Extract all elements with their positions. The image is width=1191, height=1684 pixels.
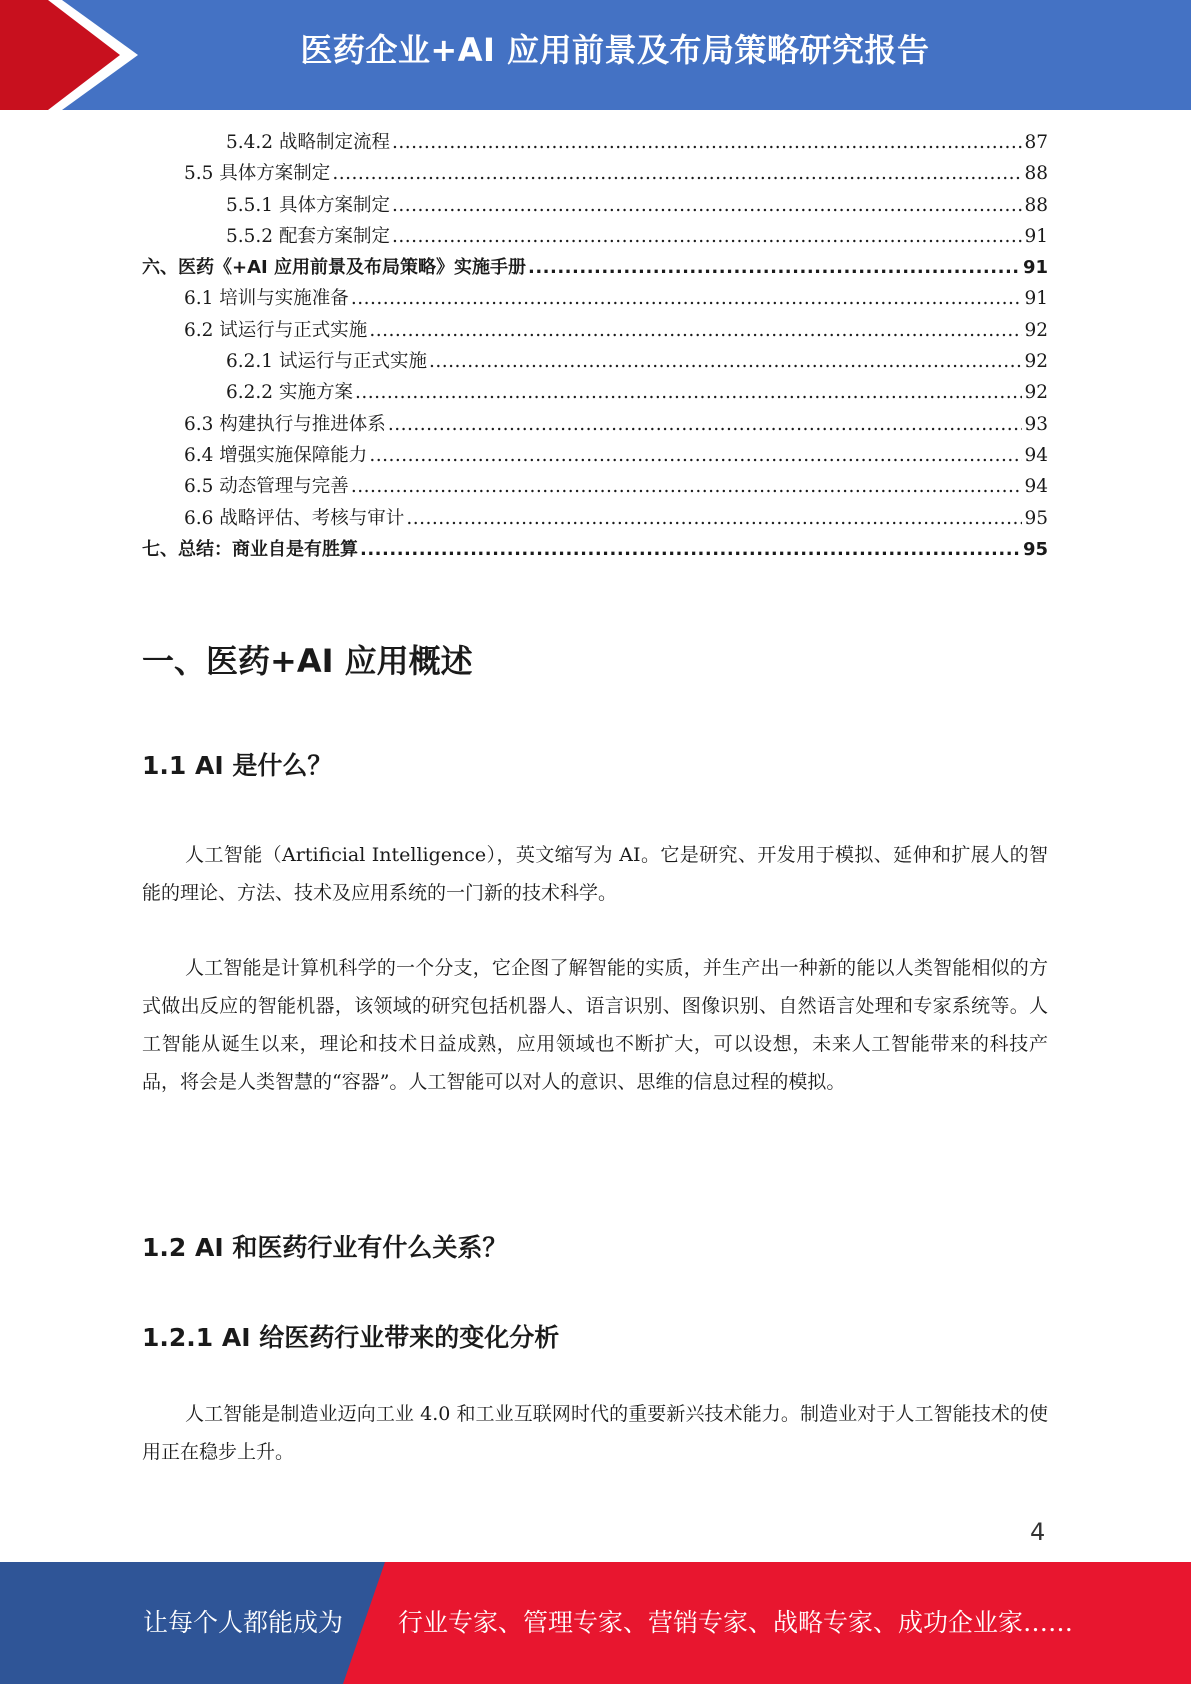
toc-entry-page: 92 <box>1024 382 1048 404</box>
toc-entry[interactable] <box>142 378 1048 409</box>
toc-entry[interactable] <box>142 253 1048 284</box>
paragraph-ai-branch: 人工智能是计算机科学的一个分支，它企图了解智能的实质，并生产出一种新的能以人类智能相似的方式做出反应的智能机器，该领域的研究包括机器人、语言识别、图像识别、自然语言处理和专家系统等。人工智能从诞生以来，理论和技术日益成熟，应用领域也不断扩大，可以设想，未来人工智能带来的科技产品，将会是人类智慧的“容器”。人工智能可以对人的意识、思维的信息过程的模拟。 <box>142 957 1048 1093</box>
toc-entry[interactable] <box>142 128 1048 159</box>
report-title: 医药企业+AI 应用前景及布局策略研究报告 <box>300 31 930 69</box>
toc-entry[interactable] <box>142 284 1048 315</box>
section-heading-1-2-1: 1.2.1 AI 给医药行业带来的变化分析 <box>142 1323 560 1352</box>
toc-entry-page: 88 <box>1024 194 1048 216</box>
toc-leader-dots <box>392 132 1022 153</box>
toc-entry[interactable] <box>142 316 1048 347</box>
toc-entry-label: 七、总结：商业自是有胜算 <box>142 538 358 560</box>
toc-entry-page: 93 <box>1024 413 1048 435</box>
toc-entry[interactable] <box>142 222 1048 253</box>
toc-entry[interactable] <box>142 159 1048 190</box>
toc-entry-page: 91 <box>1024 225 1048 247</box>
toc-entry-page: 88 <box>1024 163 1048 185</box>
page-header <box>0 0 1191 110</box>
toc-leader-dots <box>406 508 1022 529</box>
toc-entry-label: 6.3 构建执行与推进体系 <box>184 413 386 435</box>
toc-entry-page: 87 <box>1024 132 1048 153</box>
toc-leader-dots <box>369 445 1022 466</box>
toc-entry-page: 95 <box>1024 507 1048 529</box>
section-heading-1-1: 1.1 AI 是什么？ <box>142 751 333 780</box>
section-heading-1: 一、医药+AI 应用概述 <box>142 642 473 680</box>
toc-entry[interactable] <box>142 441 1048 472</box>
toc-leader-dots <box>355 382 1023 403</box>
toc-entry-label: 6.6 战略评估、考核与审计 <box>184 507 405 529</box>
toc-entry-label: 6.4 增强实施保障能力 <box>184 444 368 466</box>
toc-entry-page: 92 <box>1024 319 1048 341</box>
toc-entry-label: 5.4.2 战略制定流程 <box>226 132 390 153</box>
footer-slogan-right: 行业专家、管理专家、营销专家、战略专家、成功企业家…… <box>398 1608 1074 1637</box>
paragraph-ai-manufacturing: 人工智能是制造业迈向工业 4.0 和工业互联网时代的重要新兴技术能力。制造业对于人工智能技术的使用正在稳步上升。 <box>142 1403 1048 1463</box>
toc-entry-label: 六、医药《+AI 应用前景及布局策略》实施手册 <box>142 257 526 279</box>
toc-entry-label: 6.2.1 试运行与正式实施 <box>226 351 427 373</box>
section-heading-1-2: 1.2 AI 和医药行业有什么关系？ <box>142 1233 508 1262</box>
toc-leader-dots <box>429 351 1022 372</box>
toc-leader-dots <box>351 476 1023 497</box>
toc-leader-dots <box>351 288 1023 309</box>
page-number: 4 <box>1030 1518 1046 1546</box>
header-arrow-decoration <box>0 0 150 110</box>
page-footer <box>0 1562 1191 1684</box>
toc-entry-label: 5.5.2 配套方案制定 <box>226 225 390 247</box>
toc-entry-label: 6.2.2 实施方案 <box>226 382 353 404</box>
toc-entry-label: 6.2 试运行与正式实施 <box>184 319 368 341</box>
toc-leader-dots <box>332 163 1022 184</box>
footer-slogan-left: 让每个人都能成为 <box>143 1608 344 1637</box>
toc-leader-dots <box>360 539 1021 560</box>
toc-leader-dots <box>388 414 1023 435</box>
toc-entry-label: 6.5 动态管理与完善 <box>184 476 349 498</box>
toc-entry[interactable] <box>142 504 1048 535</box>
toc-leader-dots <box>392 195 1022 216</box>
toc-leader-dots <box>528 257 1021 278</box>
table-of-contents <box>142 128 1048 566</box>
toc-entry-page: 91 <box>1024 288 1048 310</box>
toc-entry-page: 95 <box>1022 538 1048 560</box>
toc-entry-label: 5.5.1 具体方案制定 <box>226 194 390 216</box>
toc-leader-dots <box>369 320 1022 341</box>
toc-entry-label: 6.1 培训与实施准备 <box>184 288 349 310</box>
toc-entry-page: 91 <box>1022 257 1048 279</box>
toc-entry[interactable] <box>142 347 1048 378</box>
toc-entry-page: 92 <box>1024 351 1048 373</box>
toc-entry-page: 94 <box>1024 476 1048 498</box>
toc-entry[interactable] <box>142 410 1048 441</box>
toc-entry[interactable] <box>142 472 1048 503</box>
toc-entry-page: 94 <box>1024 444 1048 466</box>
toc-entry[interactable] <box>142 191 1048 222</box>
paragraph-ai-definition: 人工智能（Artificial Intelligence），英文缩写为 AI。它是研究、开发用于模拟、延伸和扩展人的智能的理论、方法、技术及应用系统的一门新的技术科学。 <box>142 844 1048 904</box>
toc-leader-dots <box>392 226 1022 247</box>
toc-entry-label: 5.5 具体方案制定 <box>184 163 331 185</box>
toc-entry[interactable] <box>142 535 1048 566</box>
